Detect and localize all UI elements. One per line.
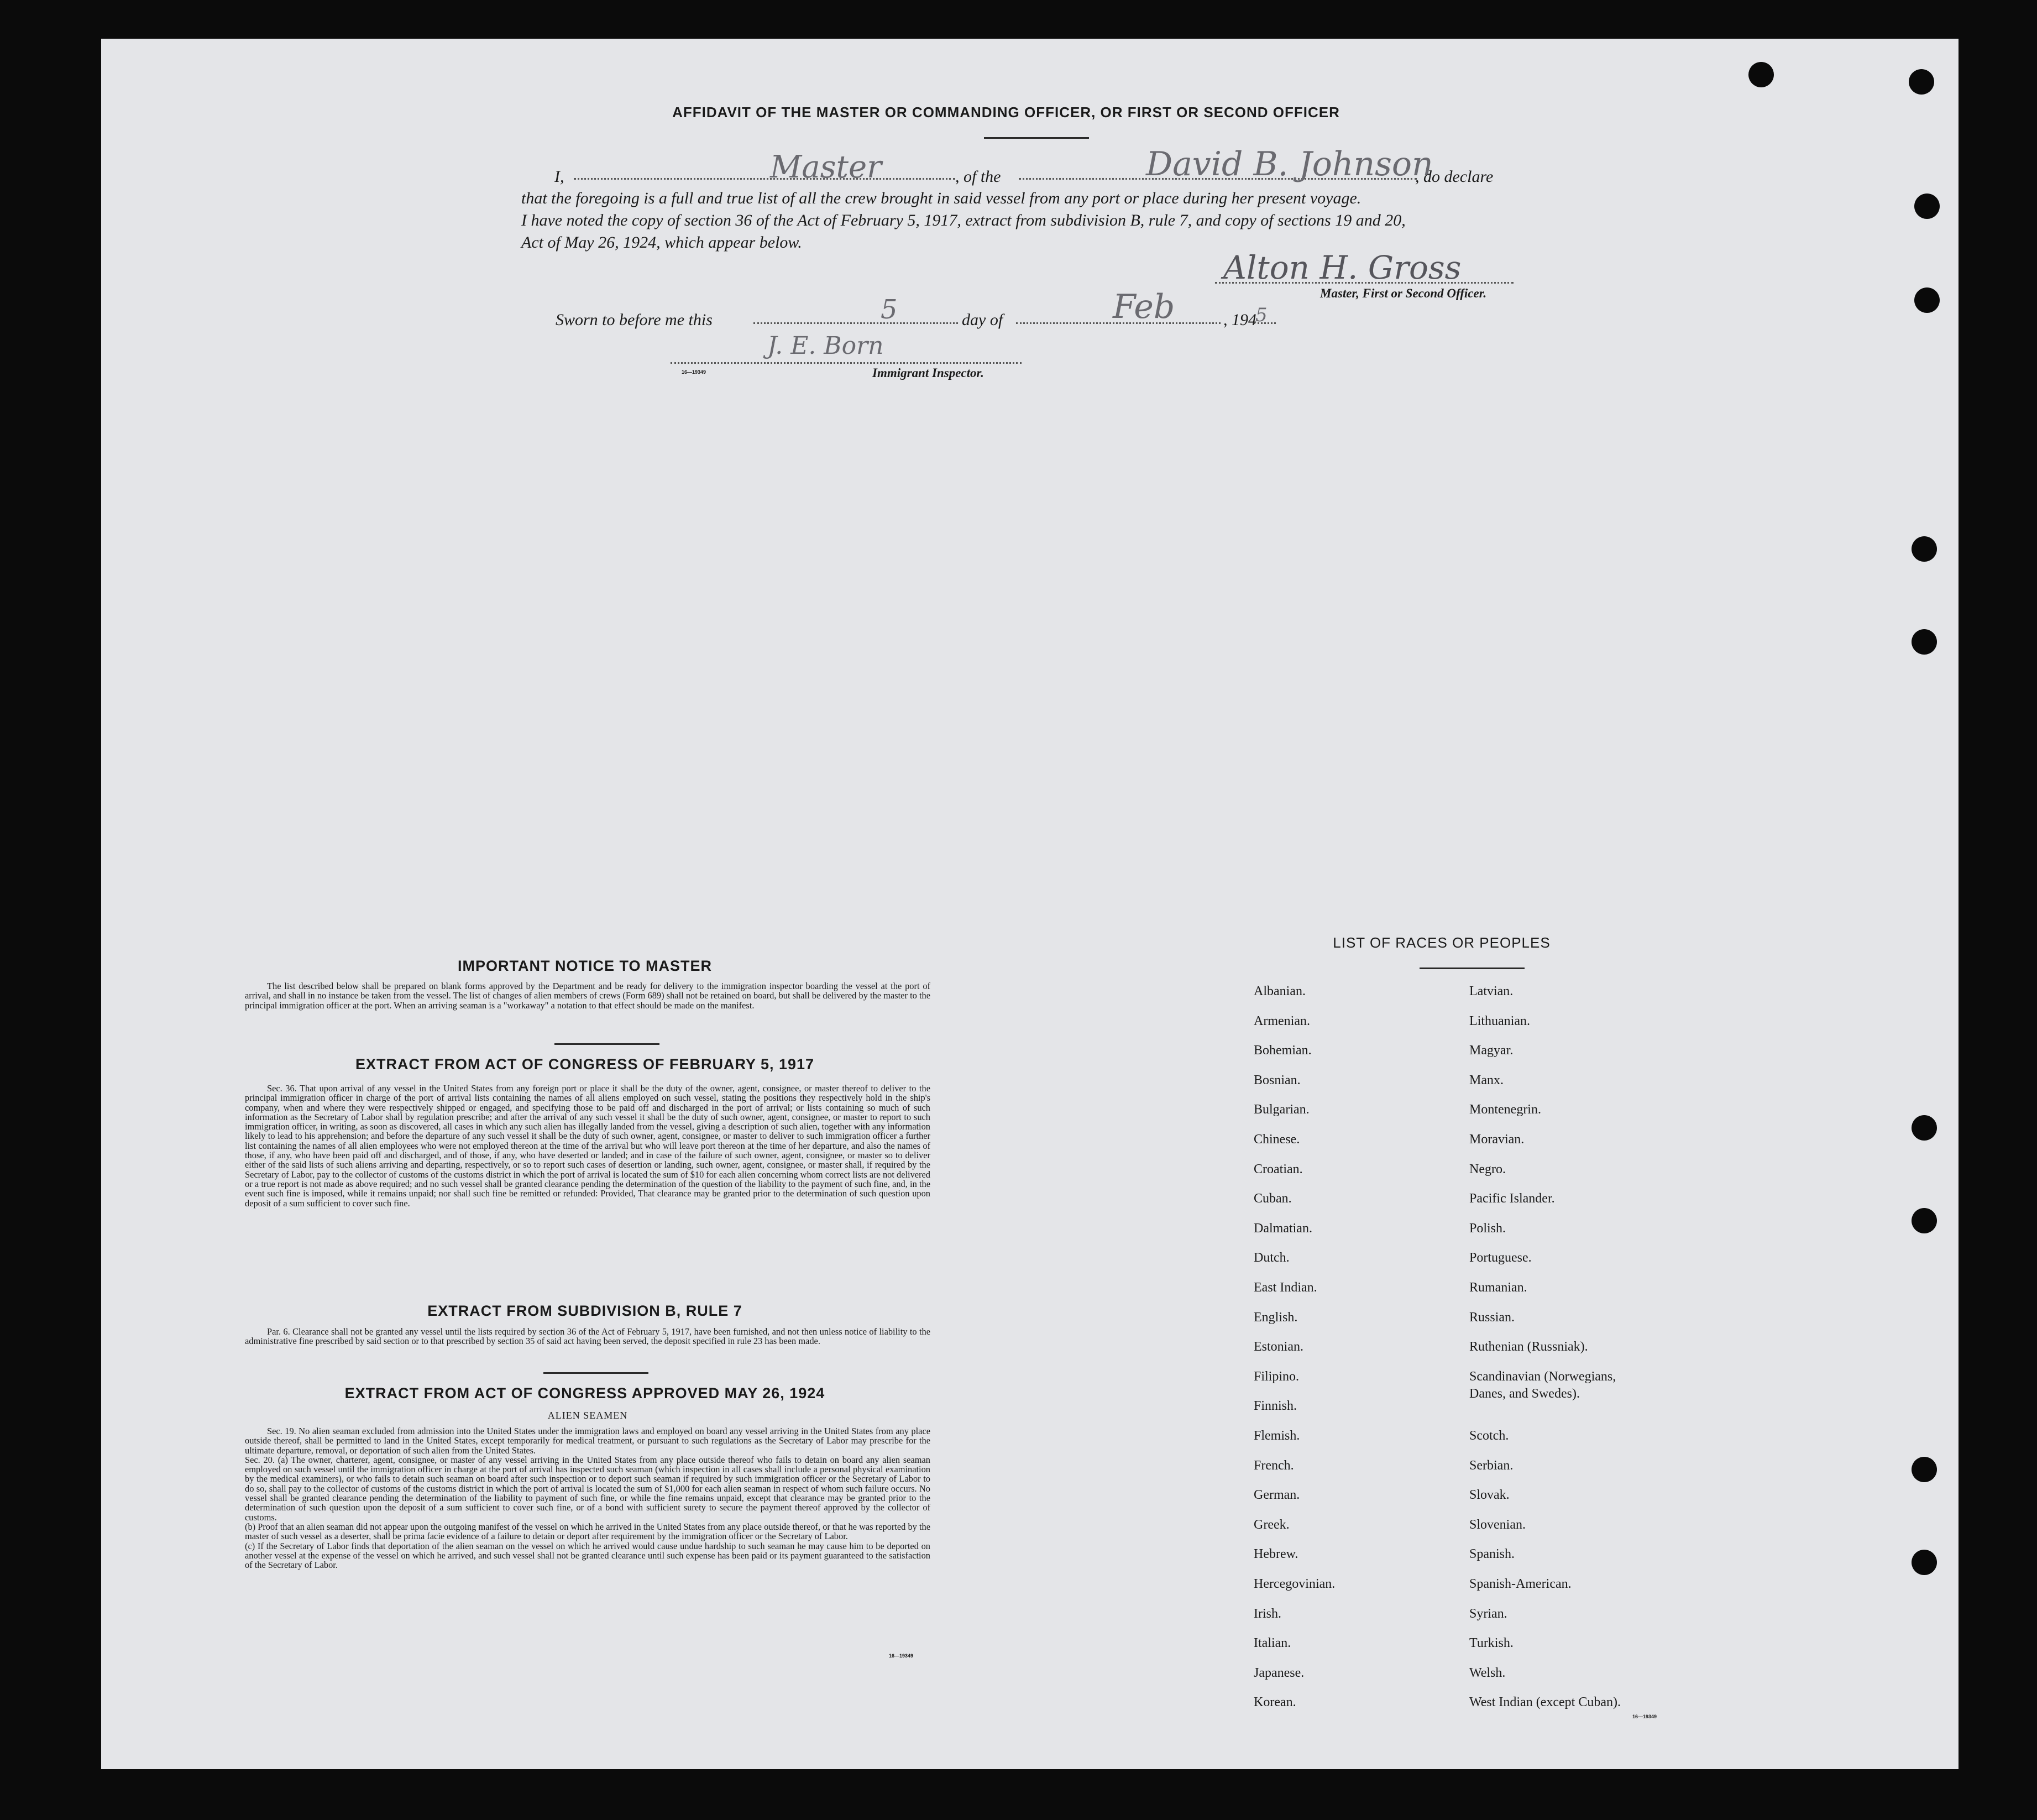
- binder-hole: [1912, 536, 1937, 562]
- binder-hole: [1912, 1115, 1937, 1141]
- signature-caption: Master, First or Second Officer.: [1320, 286, 1487, 300]
- binder-hole: [1912, 1550, 1937, 1575]
- race-item: Ruthenian (Russniak).: [1469, 1340, 1588, 1354]
- race-item: Armenian.: [1254, 1013, 1310, 1028]
- race-item: Bohemian.: [1254, 1043, 1312, 1058]
- race-item: West Indian (except Cuban).: [1469, 1695, 1621, 1710]
- notice-text: The list described below shall be prepared on blank forms approved by the Department and be ready for delivery to the immigration inspector boarding the vessel at the port of arrival, and shall in no instance be taken from the vessel. The list of changes of alien members of crews (Form 689) shall not be retained on board, but shall be delivered by the master to the principal immigration officer at the port. When an arriving seaman is a "workaway" a notation to that effect should be made on the manifest.: [245, 981, 930, 1011]
- affidavit-i-label: I,: [554, 168, 564, 186]
- binder-hole: [1914, 287, 1940, 313]
- race-item: Latvian.: [1469, 984, 1514, 998]
- race-item: Slovak.: [1469, 1488, 1510, 1503]
- inspector-caption: Immigrant Inspector.: [872, 366, 984, 380]
- extract-rule7-title: EXTRACT FROM SUBDIVISION B, RULE 7: [427, 1303, 742, 1319]
- affidavit-line-2: that the foregoing is a full and true list of all the crew brought in said vessel from any port or place during her present voyage.: [521, 189, 1362, 207]
- month-handwritten: Feb: [1113, 287, 1175, 326]
- vessel-handwritten: David B. Johnson: [1146, 145, 1433, 184]
- extract-1924-title: EXTRACT FROM ACT OF CONGRESS APPROVED MAY 26, 1924: [344, 1385, 825, 1401]
- day-line: [753, 322, 958, 324]
- inspector-line: [671, 362, 1022, 364]
- race-item: Portuguese.: [1469, 1251, 1532, 1265]
- affidavit-line-3: I have noted the copy of section 36 of the Act of February 5, 1917, extract from subdivision B, rule 7, and copy of sections 19 and 20,: [521, 211, 1406, 229]
- race-item: French.: [1254, 1458, 1294, 1473]
- year-handwritten: 5: [1255, 304, 1268, 326]
- race-item: Lithuanian.: [1469, 1013, 1530, 1028]
- extract-rule7-text: Par. 6. Clearance shall not be granted any vessel until the lists required by section 36 of the Act of February 5, 1917, have been furnished, and not then unless notice of liability to the administrative fine prescribed by said section or to that prescribed by section 35 of said act having been served, the deposit specified in rule 23 has been made.: [245, 1326, 930, 1347]
- race-item: Negro.: [1469, 1162, 1506, 1176]
- race-item: Moravian.: [1469, 1132, 1525, 1147]
- binder-hole: [1912, 1457, 1937, 1482]
- race-item: Slovenian.: [1469, 1517, 1526, 1532]
- race-item: Dutch.: [1254, 1251, 1290, 1265]
- race-item: Manx.: [1469, 1073, 1504, 1087]
- race-item: Bosnian.: [1254, 1073, 1301, 1087]
- race-item: Irish.: [1254, 1606, 1281, 1621]
- day-handwritten: 5: [881, 294, 898, 325]
- race-item: German.: [1254, 1488, 1300, 1503]
- rank-line: [574, 178, 955, 180]
- race-item: Rumanian.: [1469, 1280, 1527, 1295]
- races-title: LIST OF RACES OR PEOPLES: [1333, 934, 1551, 951]
- race-item: Turkish.: [1469, 1636, 1514, 1651]
- binder-hole: [1914, 193, 1940, 219]
- race-item: Pacific Islander.: [1469, 1191, 1555, 1206]
- race-item: Polish.: [1469, 1221, 1506, 1236]
- race-item: Syrian.: [1469, 1606, 1507, 1621]
- binder-hole: [1909, 69, 1934, 95]
- races-form-number: 16—19349: [1632, 1714, 1657, 1719]
- race-item: Cuban.: [1254, 1191, 1292, 1206]
- section-divider: [554, 1043, 659, 1045]
- extract-1924-subtitle: ALIEN SEAMEN: [547, 1410, 628, 1421]
- race-item: Scotch.: [1469, 1429, 1509, 1443]
- race-item: Magyar.: [1469, 1043, 1514, 1058]
- race-item: Hebrew.: [1254, 1547, 1298, 1562]
- race-item: Dalmatian.: [1254, 1221, 1312, 1236]
- affidavit-form-number: 16—19349: [682, 369, 706, 375]
- race-item: Scandinavian (Norwegians, Danes, and Swedes).: [1469, 1369, 1616, 1401]
- race-item: Bulgarian.: [1254, 1102, 1310, 1117]
- race-item: Korean.: [1254, 1695, 1296, 1710]
- notice-title: IMPORTANT NOTICE TO MASTER: [458, 958, 712, 974]
- race-item: Serbian.: [1469, 1458, 1514, 1473]
- race-item: Flemish.: [1254, 1429, 1300, 1443]
- race-item: Croatian.: [1254, 1162, 1303, 1176]
- day-of-label: day of: [962, 311, 1003, 329]
- race-item: English.: [1254, 1310, 1298, 1325]
- extract-form-number: 16—19349: [889, 1653, 914, 1659]
- race-item: Welsh.: [1469, 1665, 1506, 1680]
- title-divider: [984, 137, 1089, 139]
- document-page: [101, 39, 1959, 1769]
- officer-signature: Alton H. Gross: [1223, 249, 1462, 286]
- extract-1917-title: EXTRACT FROM ACT OF CONGRESS OF FEBRUARY 5, 1917: [355, 1056, 815, 1073]
- binder-hole: [1912, 629, 1937, 655]
- rank-handwritten: Master: [770, 149, 882, 185]
- race-item: Chinese.: [1254, 1132, 1300, 1147]
- race-item: Montenegrin.: [1469, 1102, 1541, 1117]
- race-item: Finnish.: [1254, 1399, 1297, 1414]
- race-item: Japanese.: [1254, 1665, 1305, 1680]
- binder-hole: [1912, 1208, 1937, 1233]
- race-item: Filipino.: [1254, 1369, 1300, 1384]
- signature-line: [1215, 282, 1514, 284]
- inspector-signature: J. E. Born: [767, 332, 884, 360]
- sworn-label: Sworn to before me this: [556, 311, 713, 329]
- race-item: East Indian.: [1254, 1280, 1317, 1295]
- race-item: Russian.: [1469, 1310, 1515, 1325]
- race-item: Spanish.: [1469, 1547, 1515, 1562]
- extract-1924-text: Sec. 19. No alien seaman excluded from admission into the United States under the immigration laws and employed on board any vessel arriving in the United States from any place outside thereof, shall be permitted to land in the United States, except temporarily for medical treatment, or pursuant to such regulations as the Secretary of Labor may prescribe for the ultimate departure, removal, or deportation of such alien from the United States. Sec. 20. (a) The owner, charterer, agent, consignee, or master of any vessel arriving in the United States from any place outside thereof who fails to detain on board any alien seaman employed on such vessel until the immigration officer in charge at the port of arrival has inspected such seaman (which inspection in all cases shall include a personal physical examination by the medical examiners), or who fails to detain such seaman on board after such inspection or to deport such seaman if required by such immigration officer or the Secretary of Labor to do so, shall pay to the collector of customs of the customs district in which the port of arrival is located the sum of $1,000 for each alien seaman in respect of whom such failure occurs. No vessel shall be granted clearance pending the determination of the liability to payment of such fine, or while the fine remains unpaid, except that clearance may be granted prior to the determination of such question upon the deposit of a sum sufficient to cover such fine, or of a bond with sufficient surety to secure the payment thereof approved by the collector of customs. (b) Proof that an alien seaman did not appear upon the outgoing manifest of the vessel on which he arrived in the United States from any place outside thereof, or that he was reported by the master of such vessel as a deserter, shall be prima facie evidence of a failure to detain or deport after requirement by the immigration officer or the Secretary of Labor. (c) If the Secretary of Labor finds that deportation of the alien seaman on the vessel on which he arrived would cause undue hardship to such seaman he may cause him to be deported on another vessel at the expense of the vessel on which he arrived, and such vessel shall not be granted clearance until such expense has been paid or its payment guaranteed to the satisfaction of the Secretary of Labor.: [245, 1426, 930, 1571]
- year-line: [1254, 322, 1276, 324]
- race-item: Spanish-American.: [1469, 1577, 1572, 1591]
- affidavit-title: AFFIDAVIT OF THE MASTER OR COMMANDING OFFICER, OR FIRST OR SECOND OFFICER: [672, 104, 1340, 121]
- race-item: Hercegovinian.: [1254, 1577, 1336, 1591]
- race-item: Italian.: [1254, 1636, 1291, 1651]
- year-prefix: , 194: [1223, 311, 1256, 329]
- of-the-label: , of the: [955, 168, 1001, 186]
- race-item: Greek.: [1254, 1517, 1290, 1532]
- section-divider: [543, 1372, 648, 1374]
- race-item: Estonian.: [1254, 1340, 1303, 1354]
- affidavit-line-4: Act of May 26, 1924, which appear below.: [521, 233, 802, 252]
- extract-1917-text: Sec. 36. That upon arrival of any vessel in the United States from any foreign port or place it shall be the duty of the owner, agent, consignee, or master thereof to deliver to the principal immigration officer in charge of the port of arrival lists containing the names of all aliens employed on such vessel, stating the positions they respectively hold in the ship's company, when and where they were respectively shipped or engaged, and specifying those to be paid off and discharged in the port of arrival; or lists containing so much of such information as the Secretary of Labor shall by regulation prescribe; and after the arrival of any such vessel it shall be the duty of such owner, agent, consignee, or master to report to such immigration officer, in writing, as soon as discovered, all cases in which any such alien has illegally landed from the vessel, giving a description of such alien, together with any information likely to lead to his apprehension; and before the departure of any such vessel it shall be the duty of such owner, agent, consignee, or master to deliver to such immigration officer a further list containing the names of all alien employees who were not employed thereon at the time of the arrival but who will leave port thereon at the time of her departure, and also the names of those, if any, who have been paid off and discharged, and of those, if any, who have deserted or landed; and in case of the failure of such owner, agent, consignee, or master so to deliver either of the said lists of such aliens arriving and departing, respectively, or so to report such cases of desertion or landing, such owner, agent, consignee, or master shall, if required by the Secretary of Labor, pay to the collector of customs of the customs district in which the port of arrival is located the sum of $10 for each alien concerning whom correct lists are not delivered or a true report is not made as above required; and no such vessel shall be granted clearance pending the determination of the question of the liability to the payment of such fine, and, in the event such fine is imposed, while it remains unpaid; nor shall such fine be remitted or refunded: Provided, That clearance may be granted prior to the determination of such question upon deposit of a sum sufficient to cover such fine.: [245, 1083, 930, 1209]
- binder-hole: [1748, 62, 1774, 87]
- do-declare-label: , do declare: [1415, 168, 1494, 186]
- race-item: Albanian.: [1254, 984, 1306, 998]
- races-divider: [1420, 967, 1525, 969]
